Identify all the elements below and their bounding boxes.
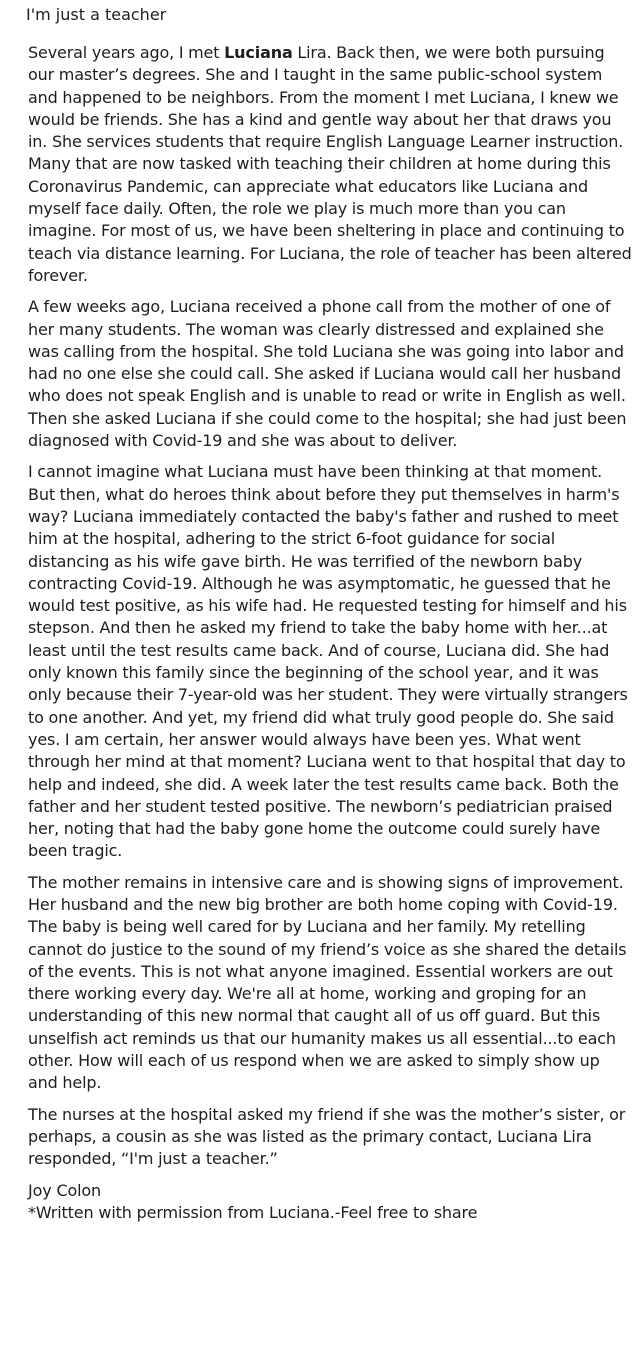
post-title: I'm just a teacher: [26, 5, 167, 24]
name-luciana-bold: Luciana: [224, 43, 293, 62]
paragraph-1: [28, 42, 632, 287]
paragraph-4: The mother remains in intensive care and is showing signs of improvement. Her husband and the new big brother are both home coping with Covid-19. The baby is being well cared for by Luciana and her family. My retelling cannot do justice to the sound of my friend’s voice as she shared the details of the events. This is not what anyone imagined. Essential workers are out there working every day. We're all at home, working and groping for an understanding of this new normal that caught all of us off guard. But this unselfish act reminds us that our humanity makes us all essential...to each other. How will each of us respond when we are asked to simply show up and help.: [28, 872, 627, 1093]
paragraph-5: The nurses at the hospital asked my friend if she was the mother’s sister, or perhaps, a cousin as she was listed as the primary contact, Luciana Lira responded, “I'm just a teacher.”: [28, 1104, 626, 1169]
paragraph-2: A few weeks ago, Luciana received a phone call from the mother of one of her many students. The woman was clearly distressed and explained she was calling from the hospital. She told Luciana she was going into labor and had no one else she could call. She asked if Luciana would call her husband who does not speak English and is unable to read or write in English as well. Then she asked Luciana if she could come to the hospital; she had just been diagnosed with Covid-19 and she was about to deliver.: [28, 297, 627, 451]
paragraph-3: I cannot imagine what Luciana must have been thinking at that moment. But then, what do heroes think about before they put themselves in harm's way? Luciana immediately contacted the baby's father and rushed to meet him at the hospital, adhering to the strict 6-foot guidance for social distancing as his wife gave birth. He was terrified of the newborn baby contracting Covid-19. Although he was asymptomatic, he guessed that he would test positive, as his wife had. He requested testing for himself and his stepson. And then he asked my friend to take the baby home with her...at least until the test results came back. And of course, Luciana did. She had only known this family since the beginning of the school year, and it was only because their 7-year-old was her student. They were virtually strangers to one another. And yet, my friend did what truly good people do. She said yes. I am certain, her answer would always have been yes. What went through her mind at that moment? Luciana went to that hospital that day to help and indeed, she did. A week later the test results came back. Both the father and her student tested positive. The newborn’s pediatrician praised her, noting that had the baby gone home the outcome could surely have been tragic.: [28, 462, 628, 861]
permission-note: *Written with permission from Luciana.-Feel free to share: [28, 1202, 478, 1222]
paragraph-1-text: Lira. Back then, we were both pursuing our master’s degrees. She and I taught in the same public-school system and happened to be neighbors. From the moment I met Luciana, I knew we would be friends. She has a kind and gentle way about her that draws you in. She services students that require English Language Learner instruction. Many that are now tasked with teaching their children at home during this Coronavirus Pandemic, can appreciate what educators like Luciana and myself face daily. Often, the role we play is much more than you can imagine. For most of us, we have been sheltering in place and continuing to teach via distance learning. For Luciana, the role of teacher has been altered forever.: [28, 43, 632, 285]
paragraph-1-intro: Several years ago, I met: [28, 43, 225, 62]
author-name: Joy Colon: [28, 1180, 102, 1200]
